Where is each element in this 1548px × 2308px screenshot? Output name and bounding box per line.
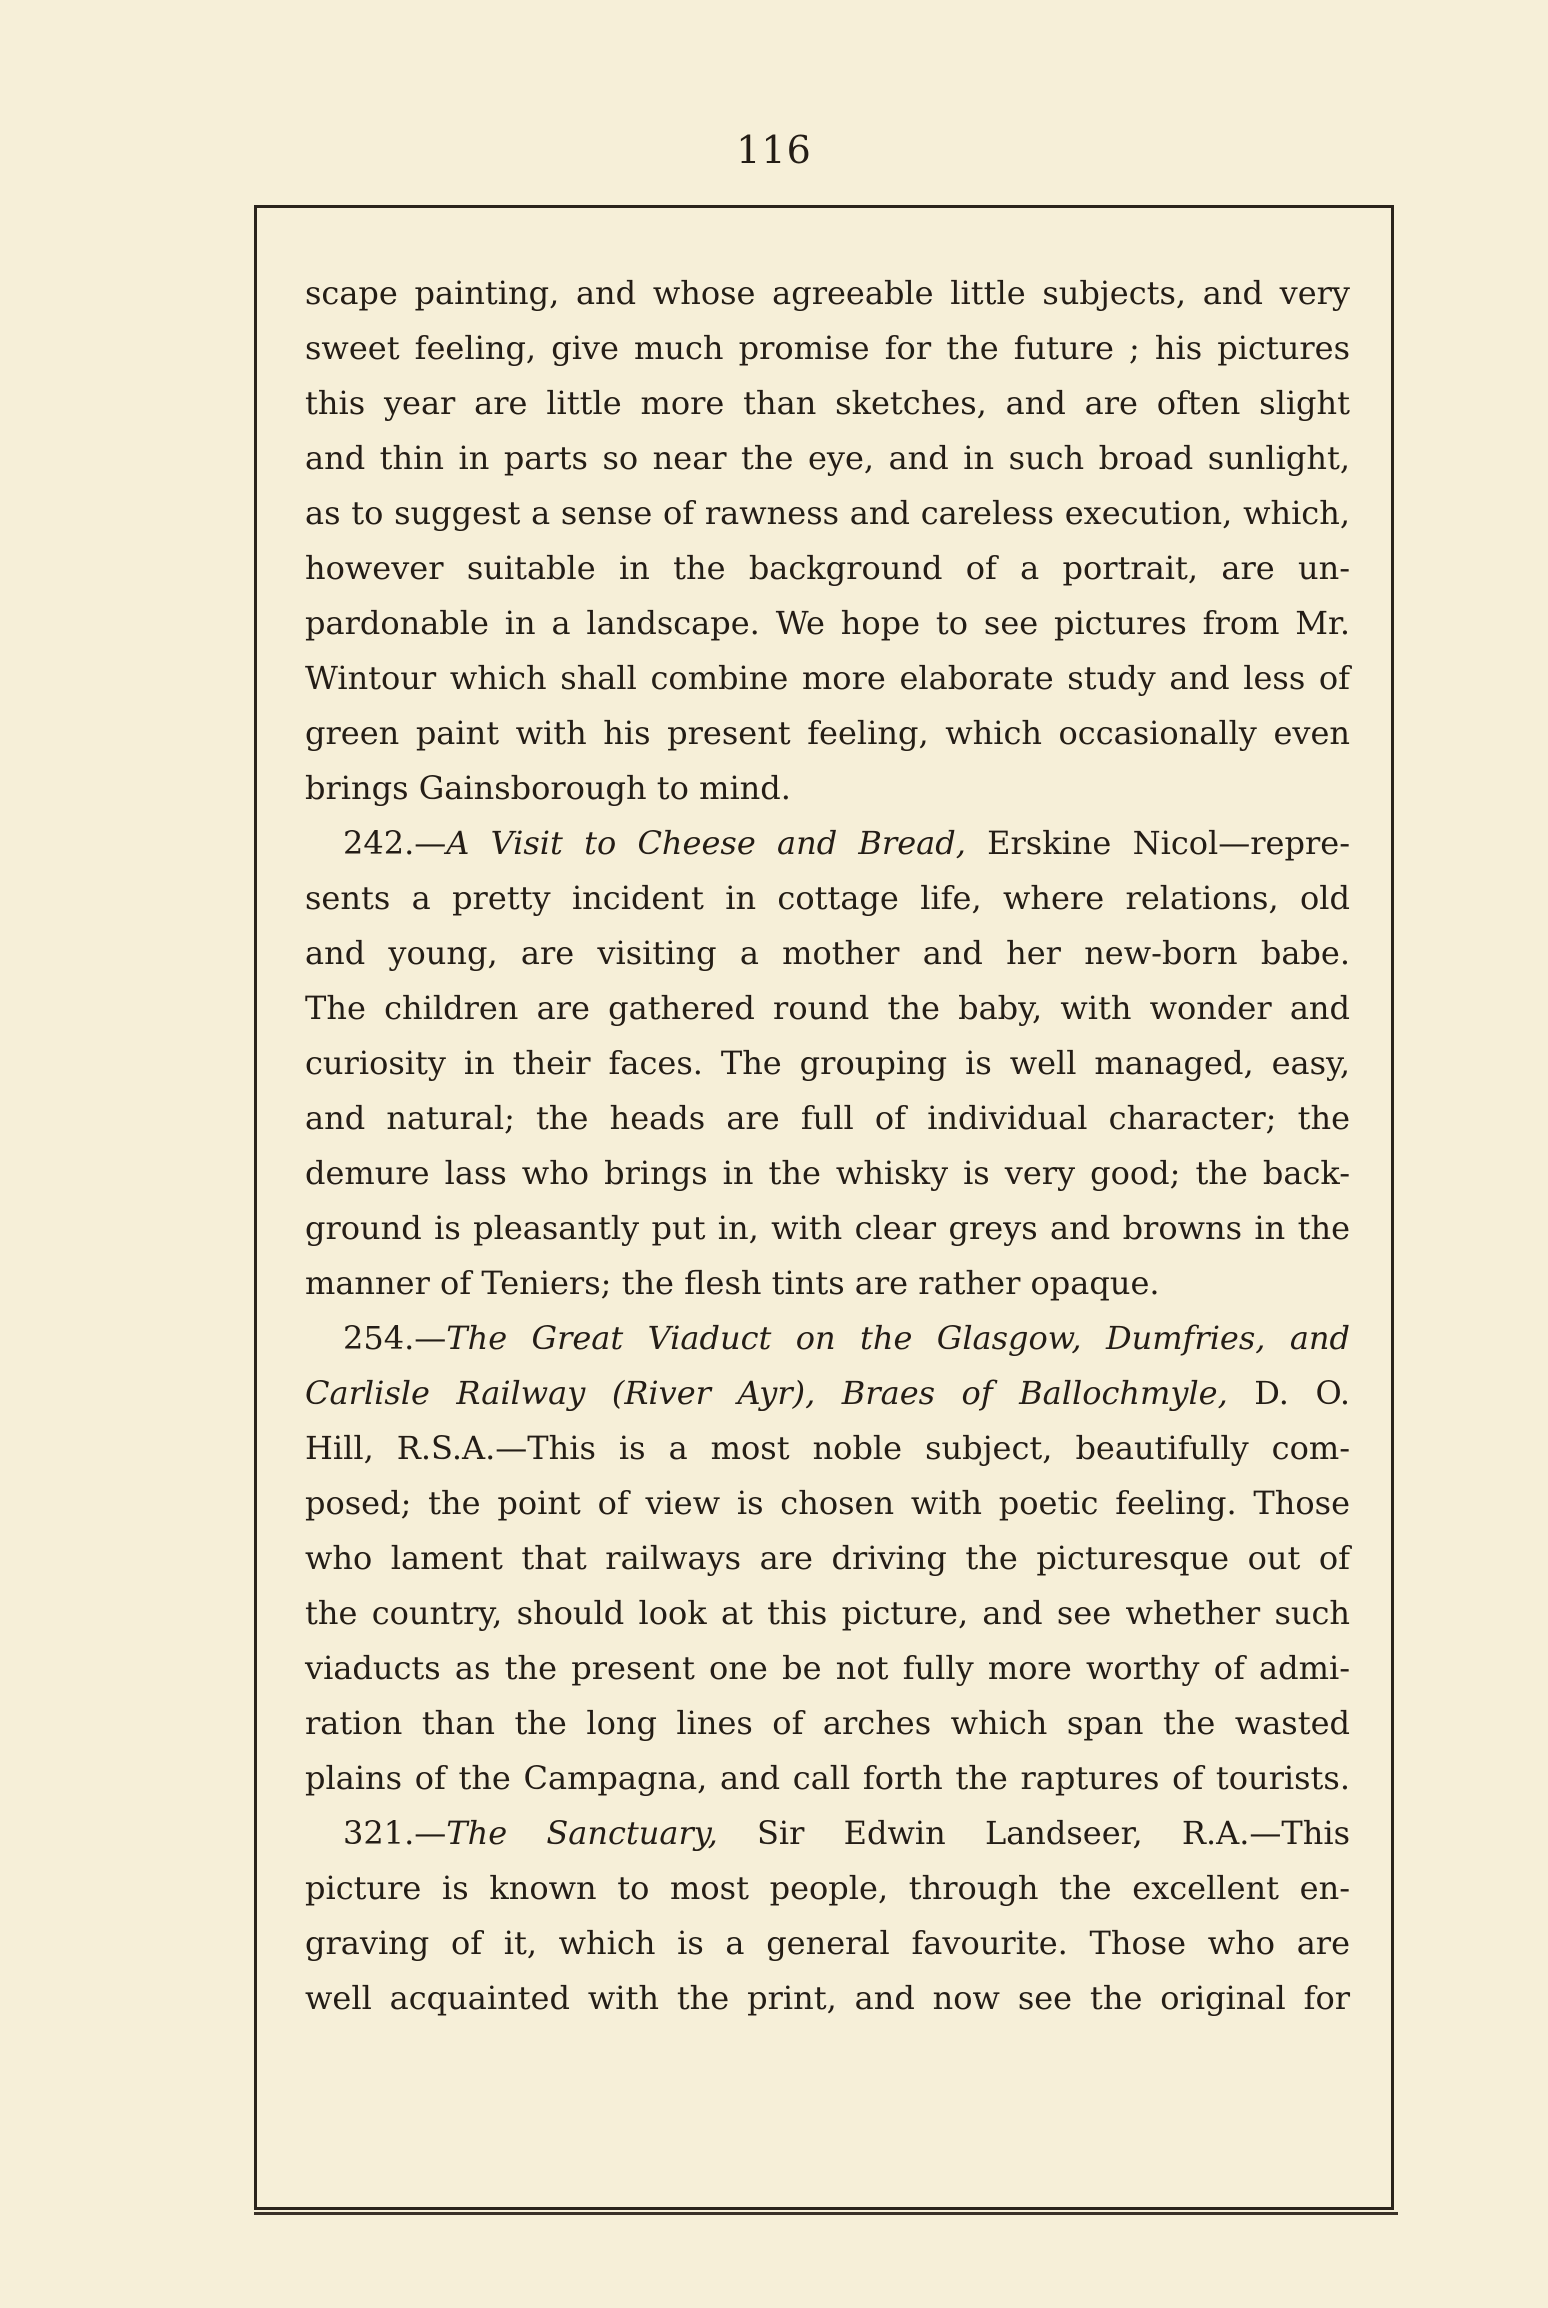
text-line — [305, 431, 1350, 486]
text-line — [305, 926, 1350, 981]
text-span: pardonable in a landscape. We hope to see pictures from Mr. — [305, 604, 1350, 642]
text-line — [305, 706, 1350, 761]
text-line — [305, 1806, 1350, 1861]
text-line — [305, 1531, 1350, 1586]
text-span: D. O. — [1227, 1374, 1351, 1412]
text-line — [305, 1476, 1350, 1531]
text-span: ration than the long lines of arches which span the wasted — [305, 1704, 1350, 1742]
text-line — [305, 1971, 1350, 2026]
text-span: Wintour which shall combine more elaborate study and less of — [305, 659, 1350, 697]
italic-title: The Sanctuary, — [446, 1814, 718, 1852]
italic-title: The Great Viaduct on the Glasgow, Dumfries, and — [446, 1319, 1350, 1357]
text-span: and thin in parts so near the eye, and in such broad sunlight, — [305, 439, 1350, 477]
text-line — [305, 1421, 1350, 1476]
text-span: picture is known to most people, through the excellent en- — [305, 1869, 1350, 1907]
text-line — [305, 981, 1350, 1036]
text-span: ground is pleasantly put in, with clear greys and browns in the — [305, 1209, 1350, 1247]
text-line — [305, 266, 1350, 321]
text-span: scape painting, and whose agreeable little subjects, and very — [305, 274, 1350, 312]
text-line — [305, 321, 1350, 376]
text-line — [305, 1091, 1350, 1146]
text-span: Erskine Nicol—repre- — [965, 824, 1351, 862]
text-line — [305, 816, 1350, 871]
text-line — [305, 871, 1350, 926]
text-span: brings Gainsborough to mind. — [305, 769, 791, 807]
text-line — [305, 1146, 1350, 1201]
body-text — [305, 266, 1350, 2026]
text-line — [305, 541, 1350, 596]
text-span: manner of Teniers; the flesh tints are rather opaque. — [305, 1264, 1160, 1302]
text-span: Hill, R.S.A.—This is a most noble subject, beautifully com- — [305, 1429, 1350, 1467]
text-line — [305, 1861, 1350, 1916]
text-span: graving of it, which is a general favourite. Those who are — [305, 1924, 1350, 1962]
text-line — [305, 1751, 1350, 1806]
text-span: curiosity in their faces. The grouping is well managed, easy, — [305, 1044, 1350, 1082]
text-span: as to suggest a sense of rawness and careless execution, which, — [305, 494, 1350, 532]
text-line — [305, 651, 1350, 706]
text-span: The children are gathered round the baby, with wonder and — [305, 989, 1350, 1027]
page-number: 116 — [736, 128, 812, 172]
text-span: the country, should look at this picture, and see whether such — [305, 1594, 1350, 1632]
text-span: who lament that railways are driving the picturesque out of — [305, 1539, 1350, 1577]
text-line — [305, 1916, 1350, 1971]
text-span: 321.— — [343, 1814, 447, 1852]
text-span: 254.— — [343, 1319, 447, 1357]
text-line — [305, 1696, 1350, 1751]
text-span: sweet feeling, give much promise for the future ; his pictures — [305, 329, 1350, 367]
text-span: and natural; the heads are full of individual character; the — [305, 1099, 1350, 1137]
text-span: green paint with his present feeling, which occasionally even — [305, 714, 1350, 752]
text-span: 242.— — [343, 824, 447, 862]
text-span: and young, are visiting a mother and her new-born babe. — [305, 934, 1350, 972]
text-line — [305, 1036, 1350, 1091]
italic-title: A Visit to Cheese and Bread, — [446, 824, 966, 862]
text-line — [305, 1366, 1350, 1421]
text-span: Sir Edwin Landseer, R.A.—This — [717, 1814, 1351, 1852]
italic-title: Carlisle Railway (River Ayr), Braes of Ballochmyle, — [305, 1374, 1228, 1412]
text-line — [305, 596, 1350, 651]
text-span: however suitable in the background of a portrait, are un- — [305, 549, 1350, 587]
text-span: this year are little more than sketches, and are often slight — [305, 384, 1350, 422]
text-line — [305, 1586, 1350, 1641]
text-line — [305, 1311, 1350, 1366]
frame-bottom-rule — [254, 2212, 1398, 2215]
text-line — [305, 1256, 1350, 1311]
text-line — [305, 761, 1350, 816]
text-span: well acquainted with the print, and now see the original for — [305, 1979, 1350, 2017]
text-span: posed; the point of view is chosen with poetic feeling. Those — [305, 1484, 1350, 1522]
text-line — [305, 1201, 1350, 1256]
text-span: plains of the Campagna, and call forth the raptures of tourists. — [305, 1759, 1350, 1797]
text-line — [305, 1641, 1350, 1696]
text-line — [305, 486, 1350, 541]
text-span: sents a pretty incident in cottage life, where relations, old — [305, 879, 1350, 917]
text-span: viaducts as the present one be not fully more worthy of admi- — [305, 1649, 1350, 1687]
text-span: demure lass who brings in the whisky is very good; the back- — [305, 1154, 1350, 1192]
text-line — [305, 376, 1350, 431]
